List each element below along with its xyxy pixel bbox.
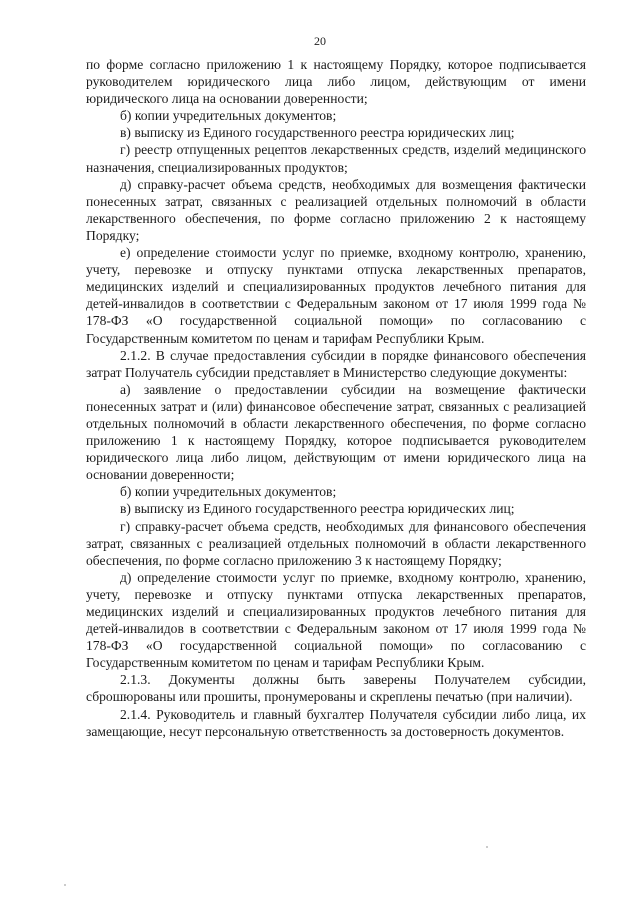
paragraph-item-d-2: д) определение стоимости услуг по приемке, входному контролю, хранению, учету, перевозке и отпуску пунктами отпуска лекарственных препаратов, медицинских изделий и специализированных продуктов лечебного питания для детей-инвалидов в соответствии с Федеральным законом от 17 июля 1999 года № 178-ФЗ «О государственной социальной помощи» по согласованию с Государственным комитетом по ценам и тарифам Республики Крым. [86,569,586,671]
paragraph-item-g: г) реестр отпущенных рецептов лекарственных средств, изделий медицинского назначения, специализированных продуктов; [86,142,586,175]
paragraph-item-a: а) заявление о предоставлении субсидии на возмещение фактически понесенных затрат и (или) финансовое обеспечение затрат, связанных с реализацией отдельных полномочий в области лекарственного обеспечения, по форме согласно приложению 1 к настоящему Порядку, которое подписывается руководителем юридического лица либо лицом, действующим от имени юридического лица на основании доверенности; [86,381,586,483]
paragraph-item-e: е) определение стоимости услуг по приемке, входному контролю, хранению, учету, перевозке и отпуску пунктами отпуска лекарственных препаратов, медицинских изделий и специализированных продуктов лечебного питания для детей-инвалидов в соответствии с Федеральным законом от 17 июля 1999 года № 178-ФЗ «О государственной социальной помощи» по согласованию с Государственным комитетом по ценам и тарифам Республики Крым. [86,245,586,346]
paragraph-item-v: в) выписку из Единого государственного реестра юридических лиц; [120,125,515,141]
paragraph-section-2-1-2: 2.1.2. В случае предоставления субсидии в порядке финансового обеспечения затрат Получатель субсидии представляет в Министерство следующие документы: [86,347,586,380]
scan-speck [486,846,488,848]
scan-speck [64,884,66,886]
paragraph-item-b-2: б) копии учредительных документов; [120,484,337,500]
paragraph-continuation: по форме согласно приложению 1 к настоящему Порядку, которое подписывается руководителем юридического лица либо лицом, действующим от имени юридического лица на основании доверенности; [86,57,586,107]
document-body [86,56,586,740]
paragraph-item-b: б) копии учредительных документов; [120,108,337,124]
paragraph-section-2-1-3: 2.1.3. Документы должны быть заверены Получателем субсидии, сброшюрованы или прошиты, пронумерованы и скреплены печатью (при наличии). [86,672,586,705]
page-number: 20 [314,34,326,48]
paragraph-section-2-1-4: 2.1.4. Руководитель и главный бухгалтер Получателя субсидии либо лица, их замещающие, несут персональную ответственность за достоверность документов. [86,706,586,739]
paragraph-item-v-2: в) выписку из Единого государственного реестра юридических лиц; [120,501,515,517]
paragraph-item-g-2: г) справку-расчет объема средств, необходимых для финансового обеспечения затрат, связанных с реализацией отдельных полномочий в области лекарственного обеспечения, по форме согласно приложению 3 к настоящему Порядку; [86,518,586,568]
paragraph-item-d: д) справку-расчет объема средств, необходимых для возмещения фактически понесенных затрат, связанных с реализацией отдельных полномочий в области лекарственного обеспечения, по форме согласно приложению 2 к настоящему Порядку; [86,176,586,243]
